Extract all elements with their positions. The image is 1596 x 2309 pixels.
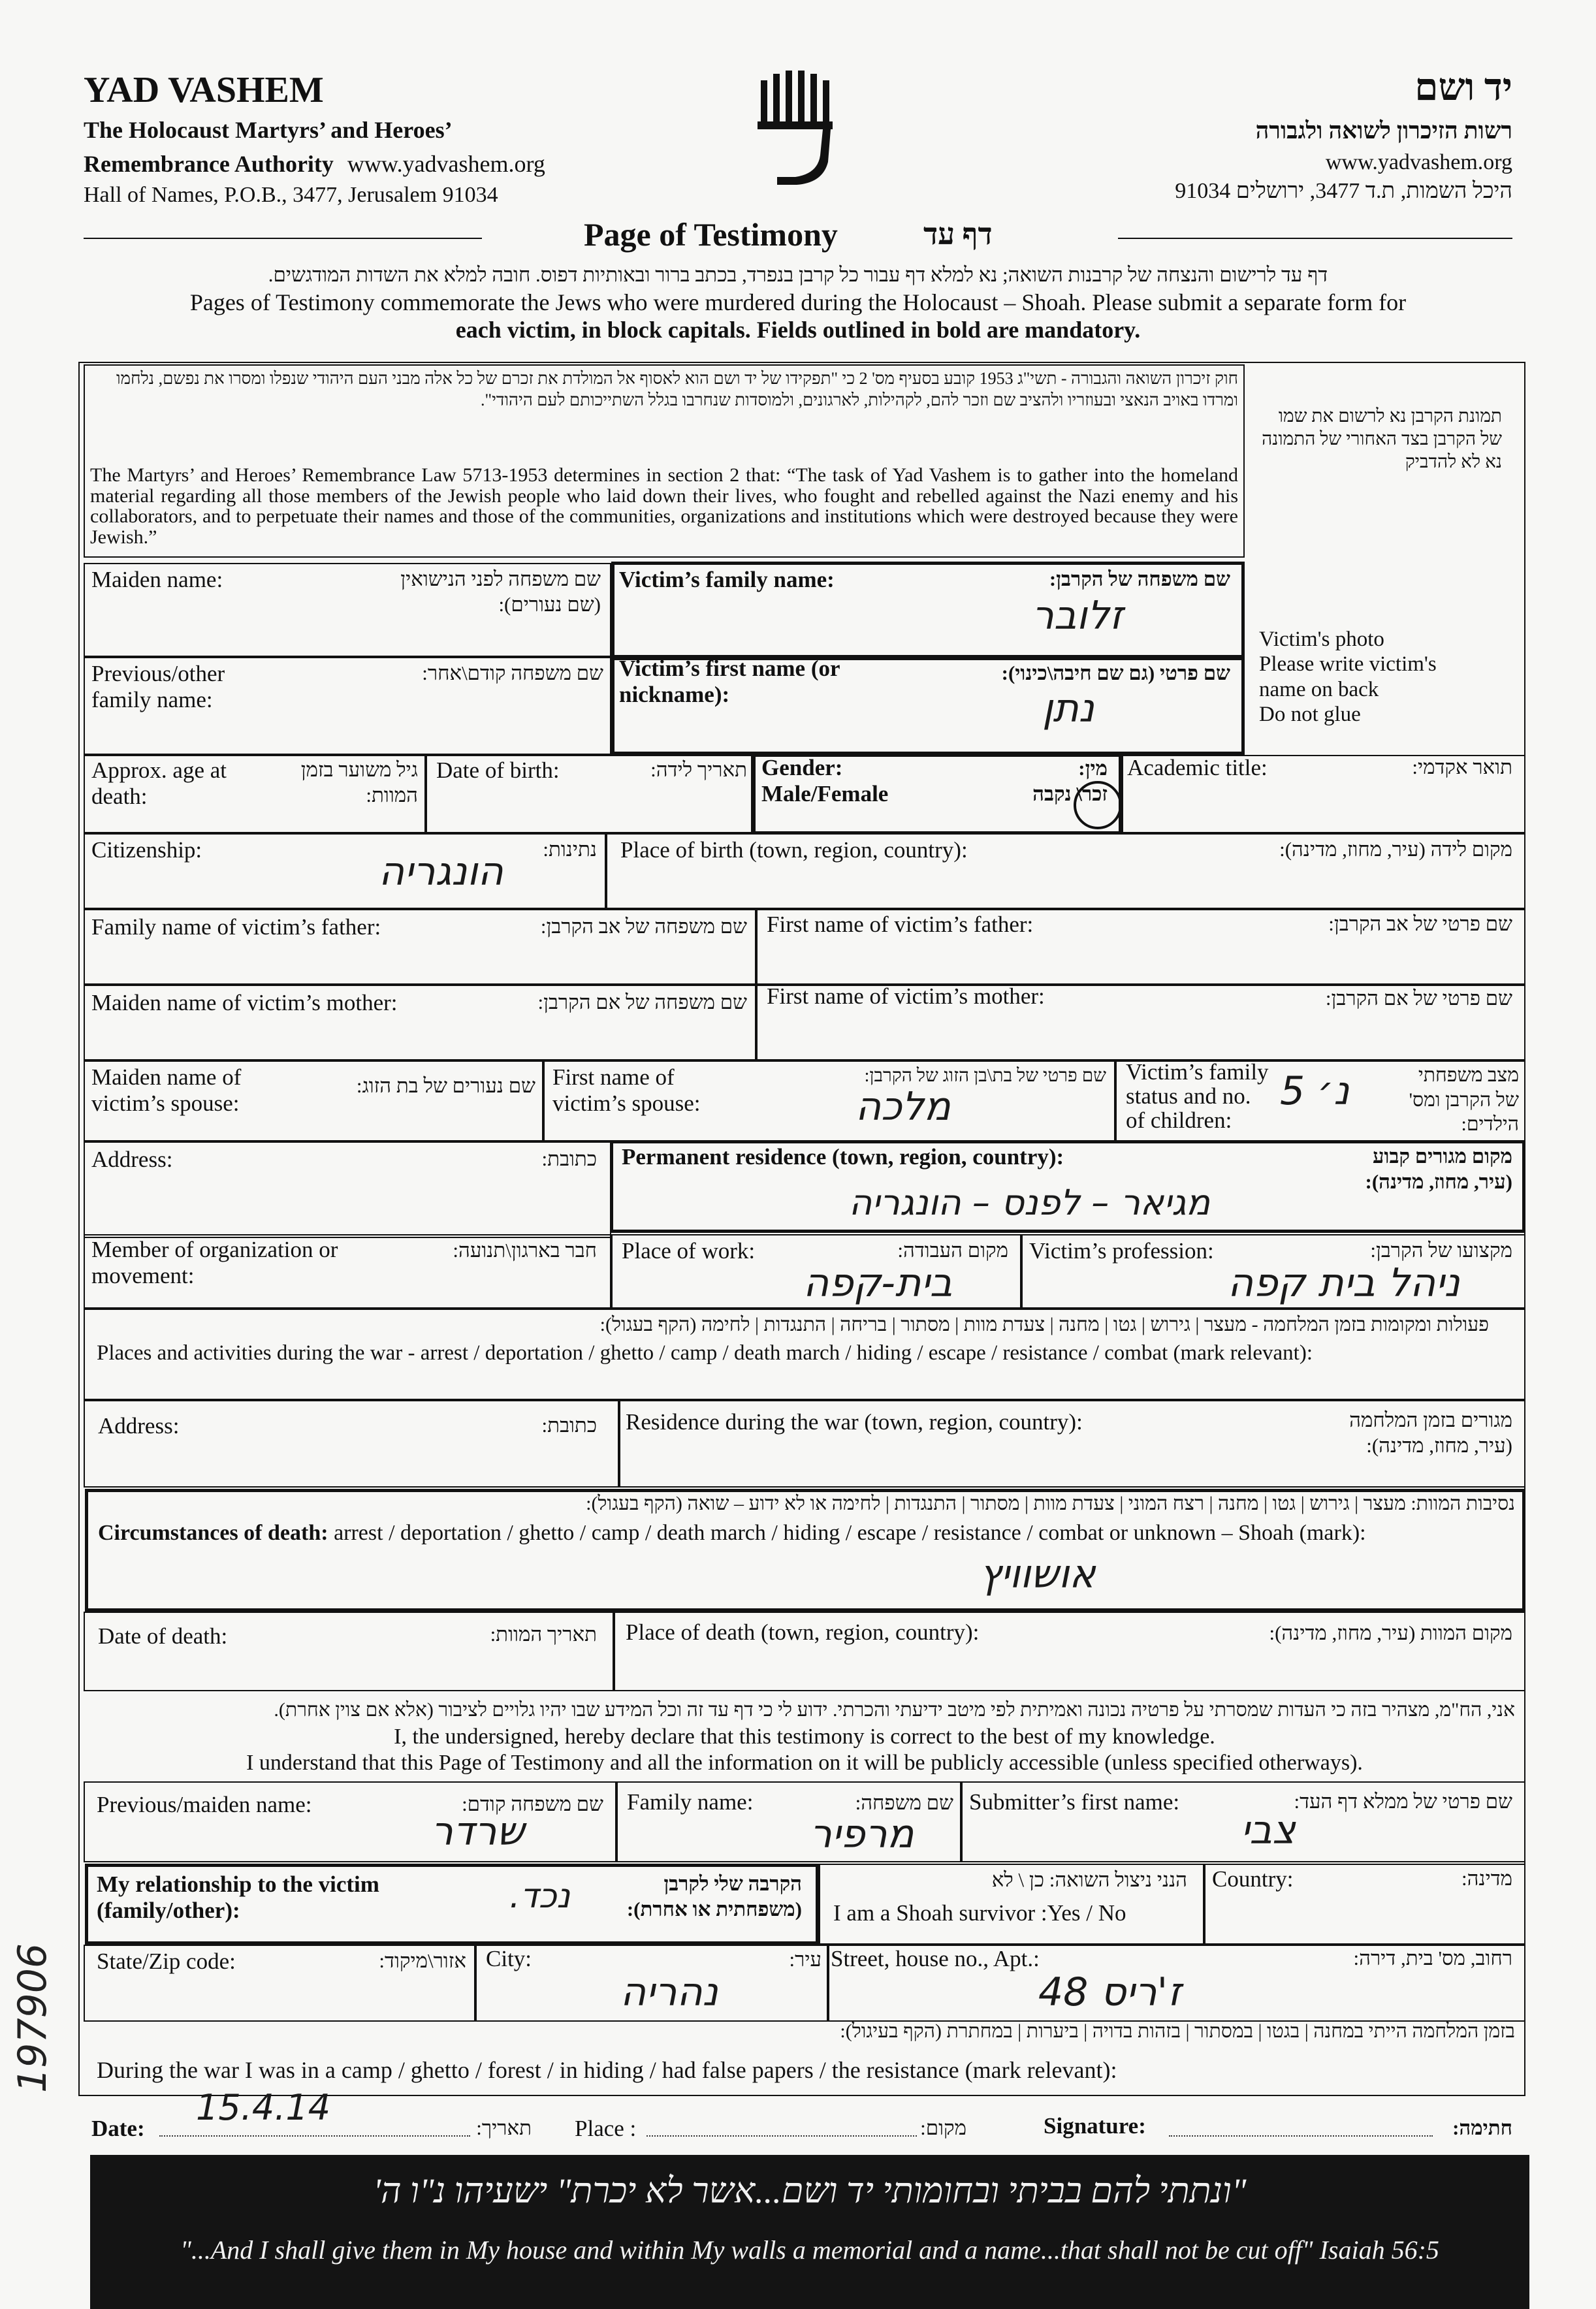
- street-label-he: רחוב, מס' בית, דירה:: [1353, 1947, 1512, 1969]
- org-url-he: www.yadvashem.org: [1325, 150, 1512, 174]
- father-family-name-label-he: שם משפחה של אב הקרבן:: [540, 915, 747, 938]
- street-value: ז'ריס 48: [1038, 1969, 1181, 2015]
- photo-line2: Please write victim's: [1259, 652, 1437, 677]
- relationship-value: נכד.: [509, 1877, 571, 1916]
- org-address-he: היכל השמות, ת.ד 3477, ירושלים 91034: [1175, 179, 1512, 203]
- org-line1-en: The Holocaust Martyrs’ and Heroes’: [84, 117, 453, 143]
- date-of-death-label-he: תאריך המוות:: [490, 1623, 597, 1646]
- submitter-previous-name-label: Previous/maiden name:: [97, 1792, 312, 1817]
- place-of-work-label: Place of work:: [622, 1238, 756, 1264]
- spouse-first-line2: victim’s spouse:: [552, 1091, 701, 1117]
- mother-first-name-label: First name of victim’s mother:: [767, 983, 1045, 1009]
- citizenship-label-he: נתינות:: [543, 838, 597, 861]
- org-name-en: YAD VASHEM: [84, 70, 324, 110]
- country-label-he: מדינה:: [1461, 1867, 1512, 1890]
- permanent-residence-value: מגיאר – לפנס – הונגריה: [849, 1182, 1211, 1223]
- org-line1-he: רשות הזיכרון לשואה ולגבורה: [1255, 118, 1512, 144]
- age-label: Approx. age at death:: [91, 757, 227, 810]
- perm-res-he-line2: (עיר, מחוז, מדינה):: [1365, 1170, 1512, 1193]
- header-rule-left: [84, 238, 482, 239]
- zip-code-label-he: אזור\מיקוד:: [379, 1949, 466, 1972]
- date-of-death-label: Date of death:: [98, 1623, 228, 1649]
- address-label: Address:: [91, 1147, 173, 1172]
- war-residence-label-he: [1349, 1408, 1512, 1459]
- mother-first-name-label-he: שם פרטי של אם הקרבן:: [1325, 987, 1512, 1010]
- declaration-en-line2: I understand that this Page of Testimony and all the information on it will be publicly accessible (unless specified otherways).: [246, 1751, 1363, 1775]
- law-text-en: The Martyrs’ and Heroes’ Remembrance Law 5713-1953 determines in section 2 that: “The task of Yad Vashem is to gather into the homeland material regarding all those members of the Jewish people who laid down their lives, who fought and rebelled against the Nazi enemy and his collaborators, and to perpetuate their names and those of the communities, organizations and institutions which were destroyed because they were Jewish.”: [90, 464, 1238, 548]
- place-of-birth-label-he: מקום לידה (עיר, מחוז, מדינה):: [1279, 838, 1512, 861]
- street-label: Street, house no., Apt.:: [831, 1946, 1040, 1971]
- age-label-he: גיל משוער בזמן המוות:: [300, 758, 418, 806]
- org-line2-en: [84, 150, 545, 178]
- family-status-value: נ׳ 5: [1280, 1068, 1350, 1114]
- city-value: נהריה: [620, 1969, 718, 2015]
- mother-maiden-name-label: Maiden name of victim’s mother:: [91, 990, 398, 1015]
- citizenship-value: הונגריה: [379, 849, 503, 895]
- war-activities-label-he: פעולות ומקומות בזמן המלחמה - מעצר | גירוש | גטו | מחנה | צעדת מוות | מסתור | בריחה | התנגדות | לחימה (הקף בעגול):: [599, 1314, 1489, 1335]
- spouse-maiden-line2: victim’s spouse:: [91, 1091, 240, 1117]
- page-title-en: Page of Testimony: [584, 216, 838, 253]
- spouse-maiden-name-label-he: שם נעורים של בת הזוג:: [356, 1074, 535, 1097]
- member-org-line2: movement:: [91, 1263, 195, 1289]
- first-name-label: Victim’s first name (or nickname):: [619, 656, 840, 708]
- org-line2-en-bold: Remembrance Authority: [84, 151, 334, 177]
- permanent-residence-label-he: [1365, 1144, 1513, 1195]
- family-name-label: Victim’s family name:: [619, 567, 835, 592]
- archive-number: 197906: [10, 1943, 56, 2093]
- first-name-label-he: שם פרטי (גם שם חיבה\כינוי):: [1001, 661, 1230, 684]
- gender-label: [761, 755, 888, 808]
- submitter-family-name-label-he: שם משפחה:: [855, 1791, 953, 1814]
- intro-en-line1: Pages of Testimony commemorate the Jews who were murdered during the Holocaust – Shoah. Please submit a separate form for: [189, 289, 1407, 315]
- submitter-family-name-value: מרפיר: [810, 1811, 914, 1857]
- previous-name-label-he: שם משפחה קודם\אחר:: [422, 661, 603, 684]
- spouse-first-name-value: מלכה: [855, 1084, 951, 1130]
- place-of-birth-label: Place of birth (town, region, country):: [620, 837, 968, 863]
- photo-instructions-he: תמונת הקרבן נא לרשום את שמו של הקרבן בצד האחורי של התמונה נא לא להדביק: [1262, 406, 1502, 472]
- maiden-name-label-he: שם משפחה לפני הנישואין (שם נעורים):: [400, 567, 601, 616]
- academic-title-label: Academic title:: [1127, 755, 1268, 780]
- during-war-label-he: בזמן המלחמה הייתי במחנה | בגטו | במסתור | בזהות בדויה | ביערות | במחתרת (הקף בעיגול):: [840, 2020, 1515, 2042]
- circumstances-label-he: נסיבות המוות: מעצר | גירוש | גטו | מחנה | רצח המוני | צעדת מוות | מסתור | התנגדות | לחימה או לא ידוע – שואה (הקף בעגול):: [586, 1493, 1515, 1514]
- intro-en-line2: each victim, in block capitals. Fields outlined in bold are mandatory.: [455, 317, 1141, 343]
- circumstances-label-options: arrest / deportation / ghetto / camp / death march / hiding / escape / resistance / combat or unknown – Shoah (mark):: [334, 1521, 1366, 1545]
- spouse-maiden-line1: Maiden name of: [91, 1064, 242, 1090]
- war-address-label: Address:: [98, 1413, 180, 1439]
- member-org-line1: Member of organization or: [91, 1237, 338, 1262]
- page-title-he: דף עד: [923, 217, 993, 251]
- war-res-he-line1: מגורים בזמן המלחמה: [1349, 1409, 1512, 1431]
- during-war-label: During the war I was in a camp / ghetto / forest / in hiding / had false papers / the resistance (mark relevant):: [97, 2057, 1117, 2083]
- photo-line3: name on back: [1259, 677, 1379, 701]
- war-activities-label: Places and activities during the war - arrest / deportation / ghetto / camp / death march / hiding / escape / resistance / combat (mark relevant):: [97, 1341, 1313, 1365]
- date-line[interactable]: [159, 2135, 470, 2137]
- city-label: City:: [486, 1946, 532, 1971]
- relationship-he-line1: הקרבה שלי לקרבן: [663, 1872, 802, 1895]
- submitter-family-name-label: Family name:: [627, 1789, 754, 1815]
- declaration-en-line1: I, the undersigned, hereby declare that this testimony is correct to the best of my knowledge.: [394, 1725, 1215, 1749]
- relationship-label-he: [627, 1871, 802, 1922]
- quote-banner: [90, 2155, 1529, 2309]
- date-of-birth-label: Date of birth:: [436, 757, 560, 783]
- gender-label-line1: Gender:: [761, 755, 843, 780]
- org-name-he: יד ושם: [1414, 66, 1512, 108]
- country-label: Country:: [1212, 1866, 1294, 1892]
- member-organization-label-he: חבר בארגון\תנועה:: [453, 1239, 597, 1262]
- gender-selected-circle: [1074, 781, 1122, 829]
- father-first-name-label: First name of victim’s father:: [767, 912, 1034, 937]
- war-address-label-he: כתובת:: [541, 1414, 597, 1437]
- war-res-he-line2: (עיר, מחוז, מדינה):: [1366, 1433, 1512, 1457]
- spouse-first-line1: First name of: [552, 1064, 675, 1090]
- quote-he: "ונתתי להם בביתי ובחומותי יד ושם...אשר לא יכרת" ישעיהו נ"ו ה': [373, 2171, 1247, 2210]
- header-rule-right: [1118, 238, 1512, 239]
- submitter-previous-name-label-he: שם משפחה קודם:: [462, 1792, 603, 1815]
- relationship-line1: My relationship to the victim: [97, 1871, 379, 1897]
- spouse-maiden-name-label: [91, 1064, 241, 1117]
- submitter-first-name-label-he: שם פרטי של ממלא דף העד:: [1294, 1790, 1512, 1813]
- signature-line[interactable]: [1169, 2135, 1433, 2137]
- place-of-work-value: בית-קפה: [803, 1260, 953, 1306]
- family-status-label: [1126, 1060, 1269, 1132]
- spouse-first-name-label: [552, 1064, 701, 1117]
- date-of-birth-label-he: תאריך לידה:: [650, 758, 747, 781]
- place-of-death-label-he: מקום המוות (עיר, מחוז, מדינה):: [1269, 1621, 1512, 1644]
- father-family-name-label: Family name of victim’s father:: [91, 914, 381, 940]
- father-first-name-label-he: שם פרטי של אב הקרבן:: [1328, 912, 1512, 935]
- perm-res-he-line1: מקום מגורים קבוע: [1373, 1145, 1512, 1168]
- profession-label: Victim’s profession:: [1029, 1238, 1214, 1264]
- gender-label-line2: Male/Female: [761, 781, 889, 807]
- zip-code-label: State/Zip code:: [97, 1949, 236, 1974]
- gender-label-he-line1: מין:: [1078, 757, 1108, 780]
- place-line[interactable]: [646, 2135, 917, 2137]
- family-status-line1: Victim’s family: [1126, 1059, 1269, 1085]
- place-of-death-label: Place of death (town, region, country):: [626, 1619, 980, 1645]
- signature-label-he: חתימה:: [1452, 2116, 1512, 2139]
- place-of-work-label-he: מקום העבודה:: [897, 1239, 1008, 1262]
- quote-en: "...And I shall give them in My house and within My walls a memorial and a name...that shall not be cut off" Isaiah 56:5: [180, 2235, 1439, 2265]
- academic-title-label-he: תואר אקדמי:: [1412, 756, 1512, 778]
- declaration-he: אני, הח"מ, מצהיר בזה כי העדות שמסרתי על פרטיה נכונה ואמיתית לפי מיטב ידיעתי והכרתי. ידוע לי כי דף עד זה וכל המידע שבו יהיו גלויים לציבור (אלא אם צוין אחרת).: [274, 1699, 1515, 1721]
- citizenship-label: Citizenship:: [91, 837, 202, 863]
- place-label: Place :: [575, 2116, 637, 2141]
- circumstances-value: אושוויץ: [980, 1552, 1096, 1597]
- gender-label-he-line2: זכר\ נקבה: [1032, 782, 1108, 805]
- family-name-value: זלובר: [1032, 593, 1123, 639]
- circumstances-label-bold: Circumstances of death:: [98, 1521, 328, 1545]
- war-residence-label: Residence during the war (town, region, country):: [626, 1409, 1083, 1435]
- family-name-label-he: שם משפחה של הקרבן:: [1049, 567, 1230, 590]
- org-address-en: Hall of Names, P.O.B., 3477, Jerusalem 91034: [84, 183, 498, 207]
- place-label-he: מקום:: [920, 2116, 966, 2139]
- family-status-line2: status and no.: [1126, 1083, 1251, 1109]
- mother-maiden-name-label-he: שם משפחה של אם הקרבן:: [537, 991, 747, 1013]
- survivor-label-he: הנני ניצול השואה: כן \ לא: [991, 1868, 1187, 1891]
- circumstances-label: [98, 1520, 1366, 1546]
- date-label: Date:: [91, 2116, 145, 2141]
- address-label-he: כתובת:: [541, 1147, 597, 1170]
- submitter-previous-name-value: שרדר: [431, 1809, 524, 1855]
- date-value: 15.4.14: [196, 2087, 331, 2128]
- spouse-first-name-label-he: שם פרטי של בת\בן הזוג של הקרבן:: [864, 1066, 1106, 1086]
- permanent-residence-label: Permanent residence (town, region, country):: [622, 1144, 1064, 1170]
- relationship-line2: (family/other):: [97, 1898, 240, 1924]
- first-name-value: נתן: [1042, 686, 1094, 731]
- relationship-he-line2: (משפחתית או אחרת):: [626, 1897, 802, 1920]
- city-label-he: עיר:: [789, 1948, 822, 1971]
- survivor-label: I am a Shoah survivor :Yes / No: [833, 1900, 1126, 1926]
- photo-line1: Victim's photo: [1259, 628, 1384, 651]
- family-status-line3: of children:: [1126, 1107, 1232, 1133]
- maiden-name-label: Maiden name:: [91, 567, 223, 592]
- previous-name-label: Previous/other family name:: [91, 661, 225, 713]
- date-label-he: תאריך:: [476, 2116, 532, 2139]
- profession-value: ניהל בית קפה: [1228, 1260, 1460, 1306]
- yad-vashem-logo: [758, 71, 836, 188]
- profession-label-he: מקצועו של הקרבן:: [1370, 1239, 1512, 1262]
- relationship-label: [97, 1871, 379, 1924]
- submitter-first-name-value: צבי: [1241, 1807, 1296, 1853]
- signature-label: Signature:: [1044, 2113, 1146, 2139]
- submitter-first-name-label: Submitter’s first name:: [969, 1789, 1180, 1815]
- family-status-label-he: מצב משפחתי של הקרבן ומס' הילדים:: [1409, 1064, 1519, 1135]
- intro-he: דף עד לרישום והנצחה של קרבנות השואה; נא למלא דף עבור כל קרבן בנפרד, בכתב ברור ובאותיות דפוס. חובה למלא את השדות המודגשים.: [268, 263, 1328, 286]
- member-organization-label: [91, 1237, 338, 1290]
- org-url-en: www.yadvashem.org: [347, 151, 545, 177]
- photo-line4: Do not glue: [1259, 702, 1361, 726]
- photo-instructions-en: [1259, 627, 1437, 727]
- law-text-he: חוק זיכרון השואה והגבורה - תשי"ג 1953 קובע בסעיף מס' 2 כי "תפקידו של יד ושם הוא לאסוף אל המולדת את זכרם של כל אלה מבני העם היהודי שנפלו ומסרו את נפשם, נלחמו ומרדו באויב הנאצי ובעוזריו ולהציב שם וזכר להם, לקהילות, לארגונים, ולמוסדות שנחרבו בגלל השתייכותם לעם היהודי".: [116, 369, 1238, 409]
